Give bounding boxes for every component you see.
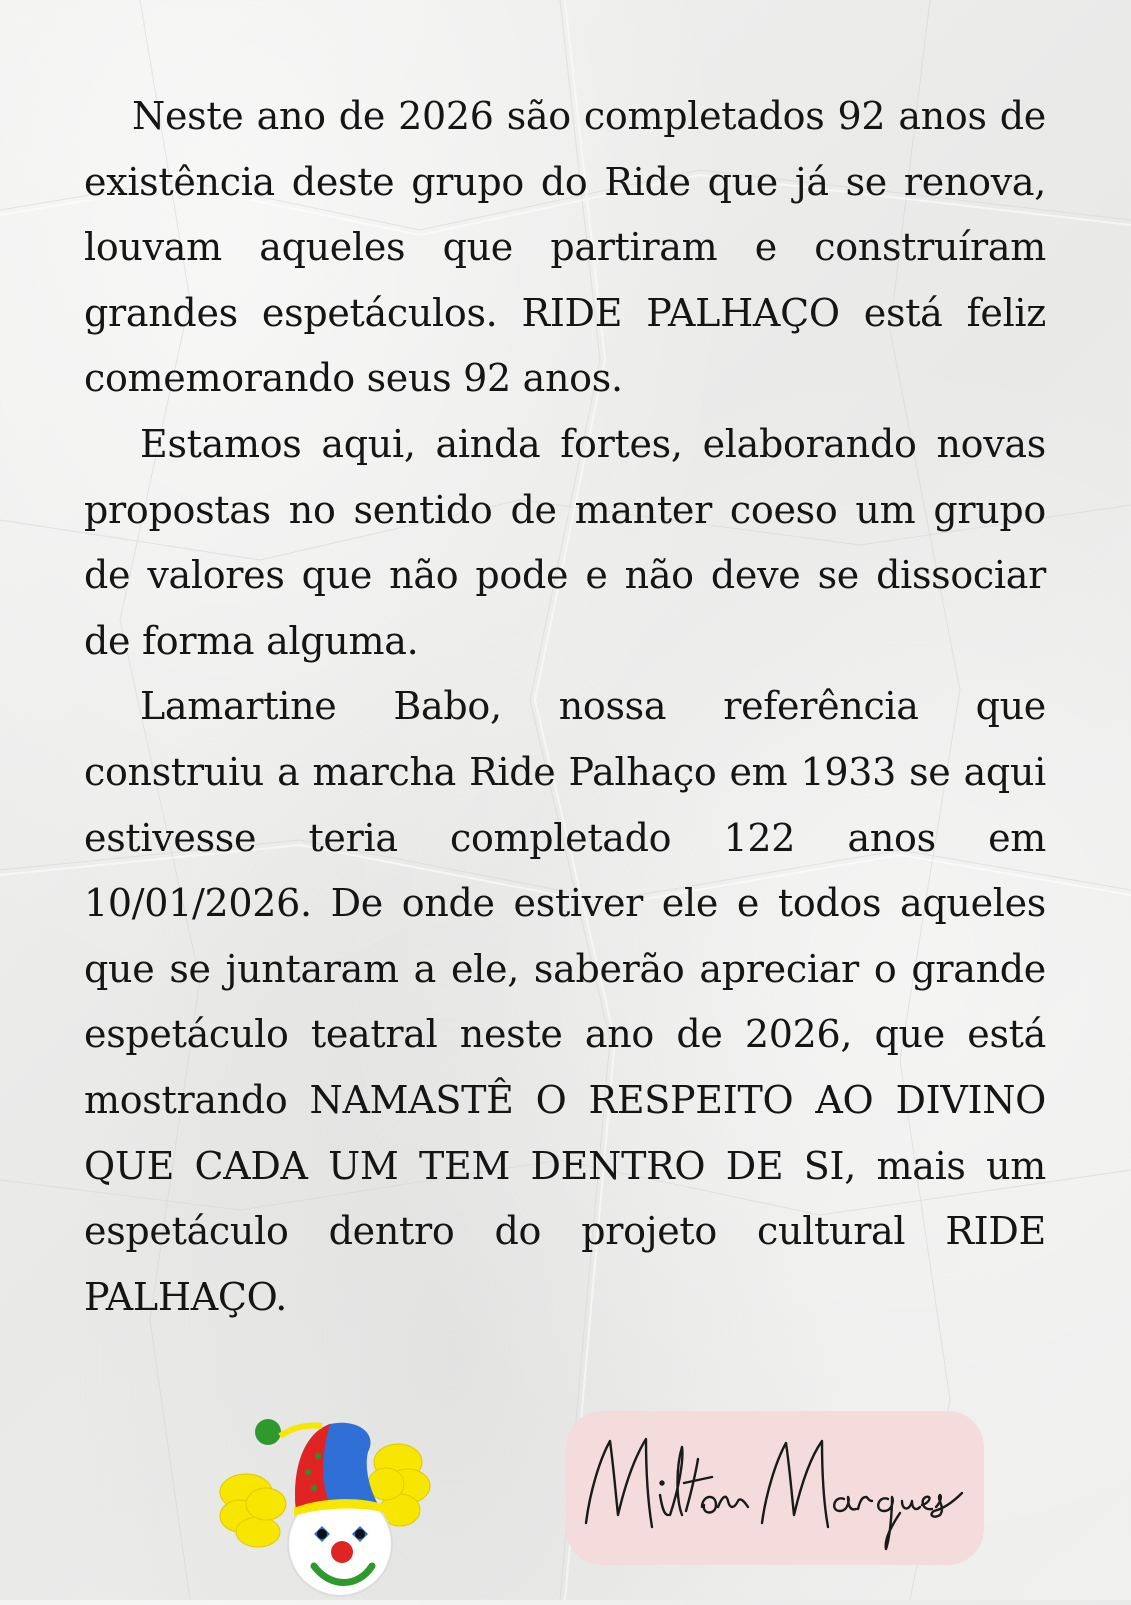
paragraph-1: Neste ano de 2026 são completados 92 anos de existência deste grupo do Ride que já se renova, louvam aqueles que partiram e construíram grandes espetáculos. RIDE PALHAÇO está feliz comemorando seus 92 anos. xyxy=(84,94,1046,401)
letter-body xyxy=(84,84,1046,1330)
paragraph-2: Estamos aqui, ainda fortes, elaborando novas propostas no sentido de manter coeso um grupo de valores que não pode e não deve se dissociar de forma alguma. xyxy=(84,421,1046,663)
paragraph-3: Lamartine Babo, nossa referência que construiu a marcha Ride Palhaço em 1933 se aqui estivesse teria completado 122 anos em 10/01/2026. De onde estiver ele e todos aqueles que se juntaram a ele, saberão apreciar o grande espetáculo teatral neste ano de 2026, que está mostrando NAMASTÊ O RESPEITO AO DIVINO QUE CADA UM TEM DENTRO DE SI, mais um espetáculo dentro do projeto cultural RIDE PALHAÇO. xyxy=(84,684,1046,1319)
clown-face-icon xyxy=(218,1412,438,1600)
signature xyxy=(566,1411,984,1565)
signature-box xyxy=(566,1411,984,1565)
